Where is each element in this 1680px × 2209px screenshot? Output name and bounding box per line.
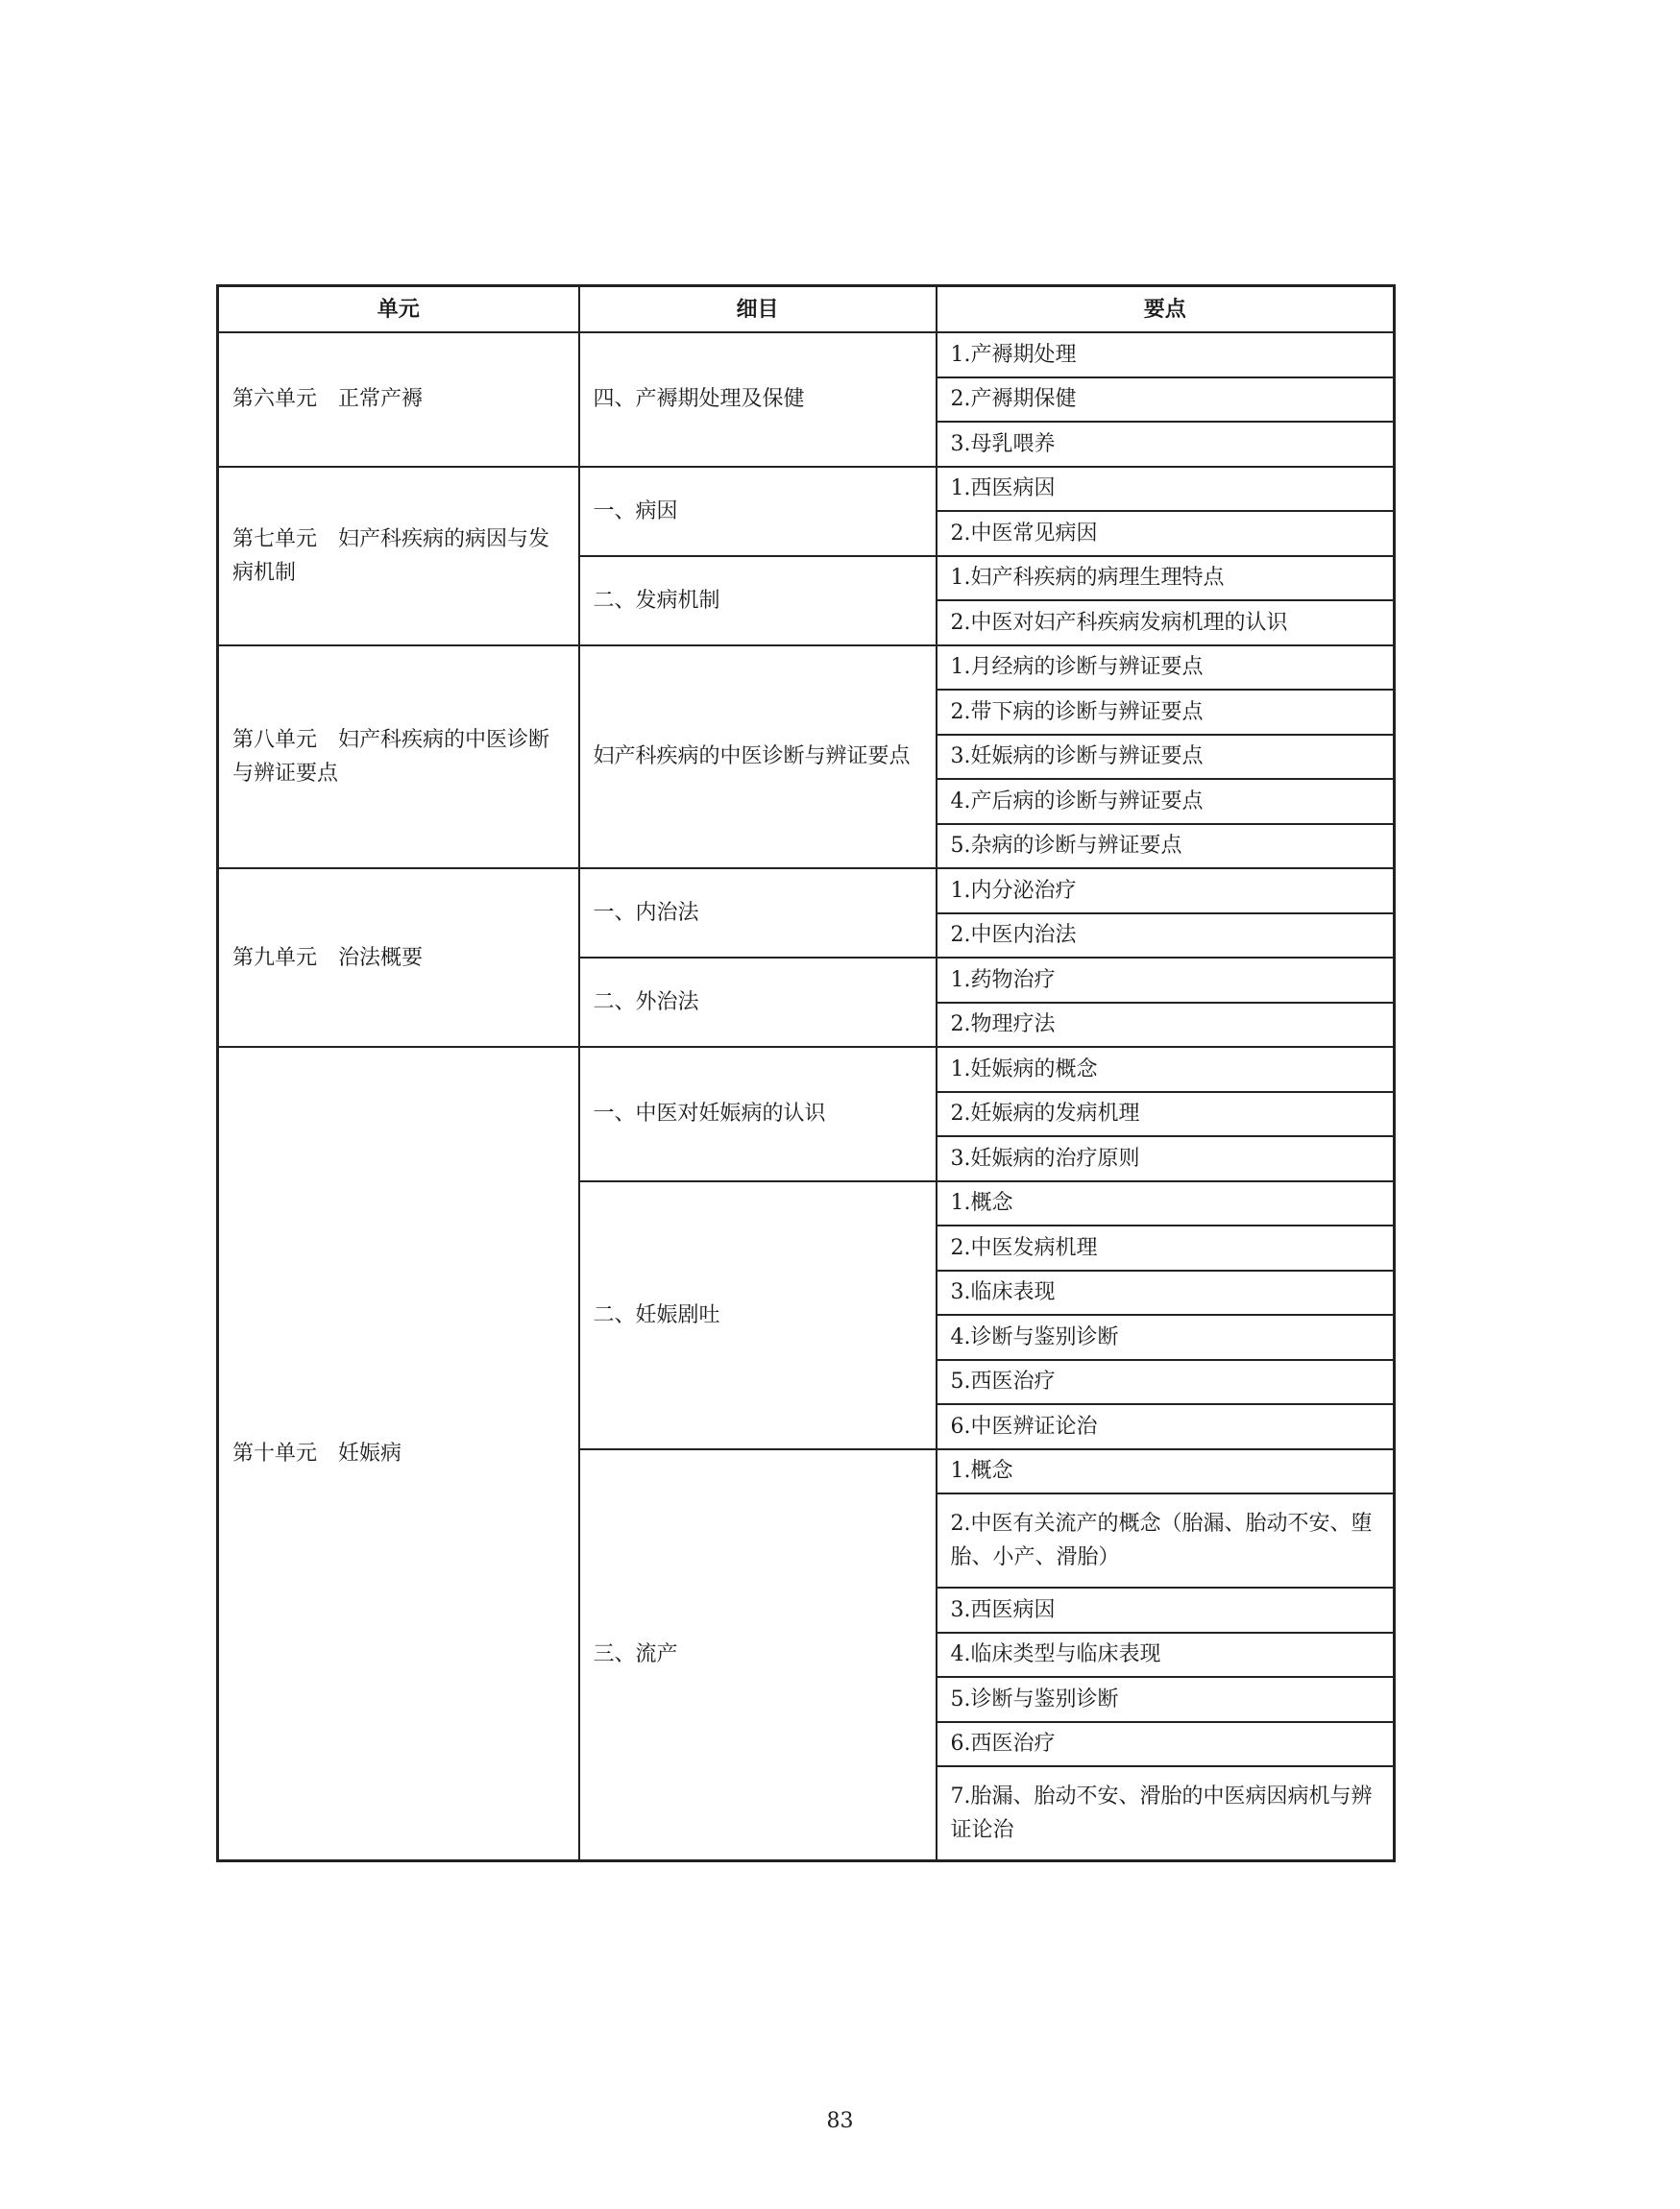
point-cell: 4.诊断与鉴别诊断 [937, 1315, 1395, 1360]
item-cell: 一、中医对妊娠病的认识 [579, 1047, 937, 1181]
point-cell: 7.胎漏、胎动不安、滑胎的中医病因病机与辨证论治 [937, 1766, 1395, 1861]
point-cell: 4.临床类型与临床表现 [937, 1633, 1395, 1678]
point-cell: 2.中医发病机理 [937, 1226, 1395, 1271]
point-cell: 1.内分泌治疗 [937, 868, 1395, 913]
point-cell: 2.中医对妇产科疾病发病机理的认识 [937, 600, 1395, 645]
item-cell: 三、流产 [579, 1449, 937, 1861]
point-cell: 2.带下病的诊断与辨证要点 [937, 690, 1395, 735]
item-cell: 一、内治法 [579, 868, 937, 958]
point-cell: 1.月经病的诊断与辨证要点 [937, 645, 1395, 691]
point-cell: 3.母乳喂养 [937, 422, 1395, 467]
unit-cell: 第七单元 妇产科疾病的病因与发病机制 [218, 467, 579, 645]
point-cell: 1.妊娠病的概念 [937, 1047, 1395, 1092]
point-cell: 3.临床表现 [937, 1271, 1395, 1316]
point-cell: 6.西医治疗 [937, 1722, 1395, 1767]
point-cell: 3.西医病因 [937, 1588, 1395, 1633]
point-cell: 2.中医常见病因 [937, 511, 1395, 556]
point-cell: 3.妊娠病的治疗原则 [937, 1136, 1395, 1181]
page-number: 83 [826, 2109, 854, 2133]
point-cell: 2.中医内治法 [937, 913, 1395, 959]
point-cell: 5.杂病的诊断与辨证要点 [937, 824, 1395, 869]
point-cell: 2.产褥期保健 [937, 377, 1395, 423]
table-row [218, 868, 1395, 913]
table-row [218, 467, 1395, 512]
point-cell: 1.概念 [937, 1449, 1395, 1494]
table-header-row [218, 286, 1395, 333]
table-row [218, 645, 1395, 691]
item-cell: 妇产科疾病的中医诊断与辨证要点 [579, 645, 937, 869]
point-cell: 1.药物治疗 [937, 958, 1395, 1003]
item-cell: 二、妊娠剧吐 [579, 1181, 937, 1449]
item-cell: 一、病因 [579, 467, 937, 556]
item-cell: 二、外治法 [579, 958, 937, 1047]
syllabus-table [216, 284, 1396, 1862]
unit-cell: 第六单元 正常产褥 [218, 332, 579, 467]
unit-cell: 第九单元 治法概要 [218, 868, 579, 1047]
point-cell: 2.中医有关流产的概念（胎漏、胎动不安、堕胎、小产、滑胎） [937, 1493, 1395, 1588]
point-cell: 5.诊断与鉴别诊断 [937, 1677, 1395, 1722]
header-point: 要点 [937, 286, 1395, 333]
point-cell: 2.物理疗法 [937, 1003, 1395, 1048]
item-cell: 四、产褥期处理及保健 [579, 332, 937, 467]
point-cell: 1.产褥期处理 [937, 332, 1395, 377]
unit-cell: 第十单元 妊娠病 [218, 1047, 579, 1861]
unit-cell: 第八单元 妇产科疾病的中医诊断与辨证要点 [218, 645, 579, 869]
table-row [218, 1047, 1395, 1092]
point-cell: 2.妊娠病的发病机理 [937, 1092, 1395, 1137]
table-row [218, 332, 1395, 377]
point-cell: 1.概念 [937, 1181, 1395, 1226]
point-cell: 4.产后病的诊断与辨证要点 [937, 779, 1395, 824]
point-cell: 1.西医病因 [937, 467, 1395, 512]
point-cell: 5.西医治疗 [937, 1360, 1395, 1405]
point-cell: 3.妊娠病的诊断与辨证要点 [937, 735, 1395, 780]
point-cell: 6.中医辨证论治 [937, 1404, 1395, 1449]
header-unit: 单元 [218, 286, 579, 333]
header-item: 细目 [579, 286, 937, 333]
point-cell: 1.妇产科疾病的病理生理特点 [937, 556, 1395, 601]
item-cell: 二、发病机制 [579, 556, 937, 645]
